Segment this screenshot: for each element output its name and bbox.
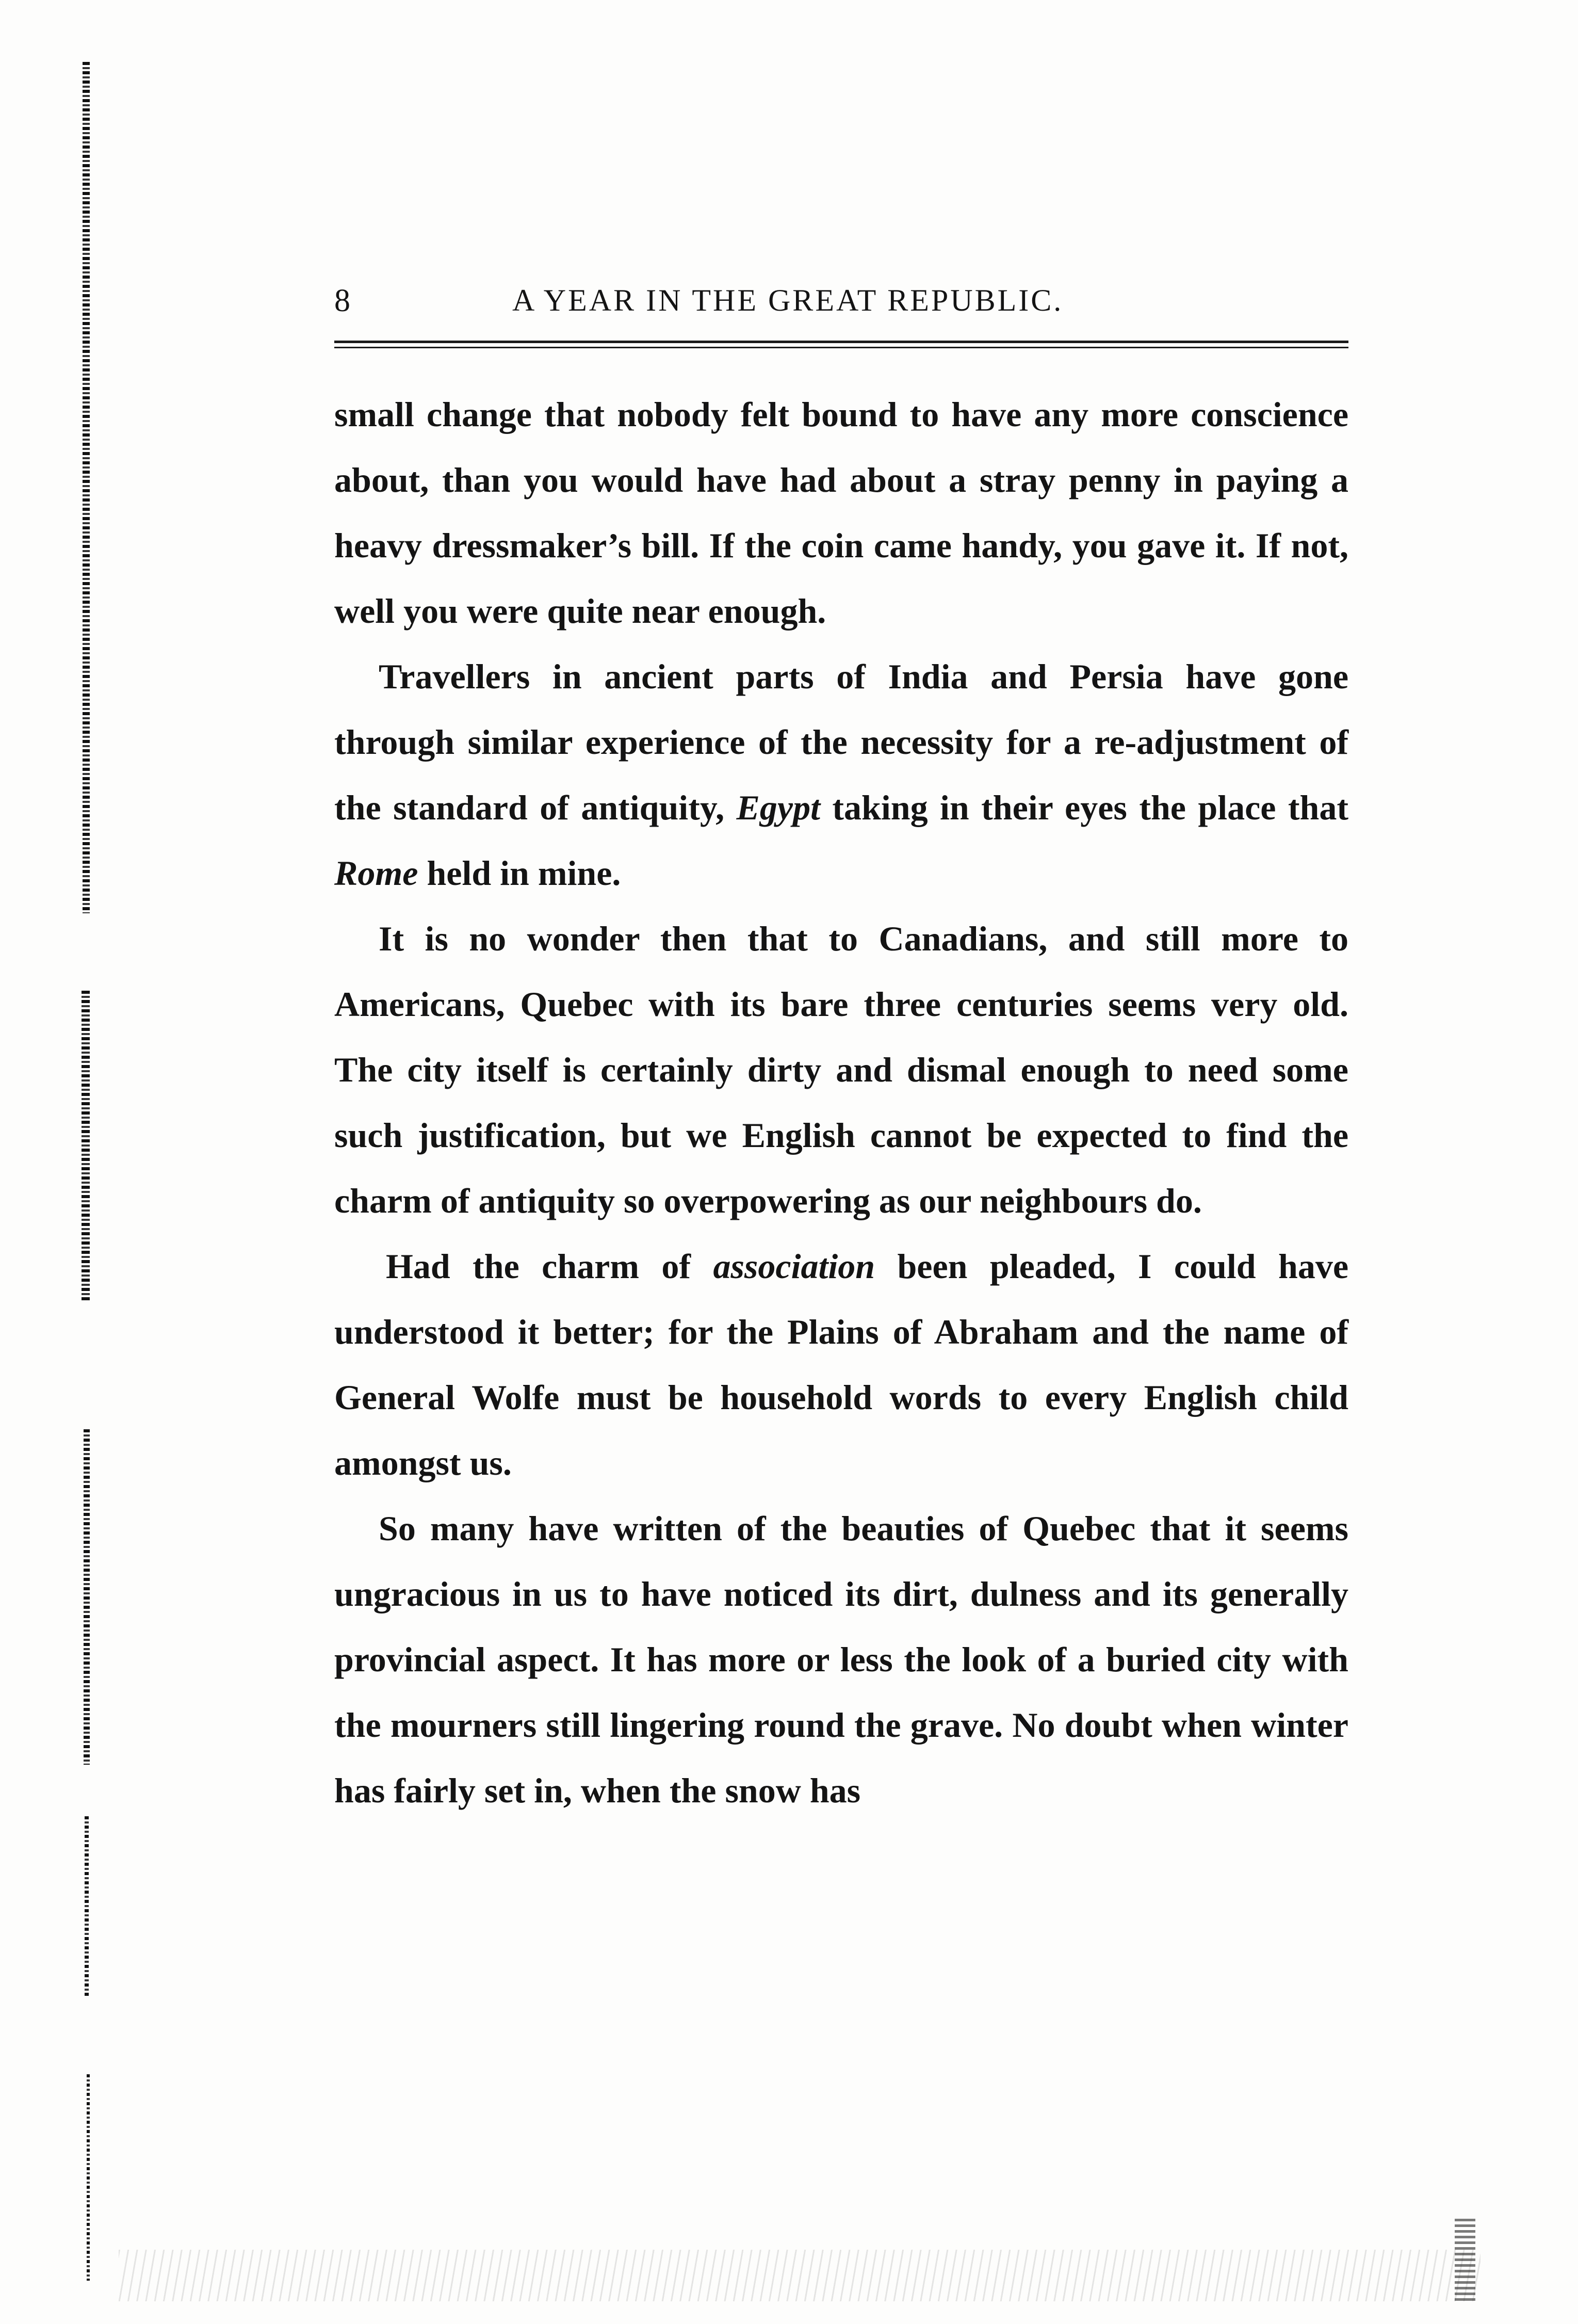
paragraph <box>334 906 1348 1234</box>
italic-text: Rome <box>334 853 418 893</box>
paragraph <box>334 382 1348 644</box>
paragraph <box>334 644 1348 906</box>
page-number: 8 <box>334 283 351 318</box>
scan-binding-edge <box>77 62 98 2281</box>
scan-bottom-noise <box>119 2250 1481 2301</box>
header-rule <box>334 341 1348 343</box>
running-title: A YEAR IN THE GREAT REPUBLIC. <box>512 283 1064 317</box>
text-run: been pleaded, I could have understood it better; for the Plains of Abraham and the name of General Wolfe must be household words to every English child amongst us. <box>334 1247 1349 1482</box>
text-run: So many have written of the beauties of Quebec that it seems ungracious in us to have noticed its dirt, dulness and its generally provincial aspect. It has more or less the look of a buried city with the mourners still lingering round the grave. No doubt when winter has fairly set in, when the snow has <box>334 1509 1348 1810</box>
scan-right-edge <box>1455 2219 1475 2301</box>
body-text <box>334 382 1348 1823</box>
text-run: It is no wonder then that to Canadians, and still more to Americans, Quebec with its bare three centuries seems very old. The city itself is certainly dirty and dismal enough to need some such justification, but we English cannot be expected to find the charm of antiquity so overpowering as our neighbours do. <box>334 919 1348 1220</box>
text-run: small change that nobody felt bound to have any more conscience about, than you would have had about a stray penny in paying a heavy dressmaker’s bill. If the coin came handy, you gave it. If not, well you were quite near enough. <box>334 395 1348 631</box>
text-run: taking in their eyes the place that <box>820 788 1348 827</box>
text-run: Had the charm of <box>386 1247 713 1286</box>
header-rule-thin <box>334 347 1348 348</box>
paragraph <box>334 1234 1348 1496</box>
text-run: Travellers in ancient parts of India and Persia have gone through similar experience of the necessity for a re-adjustment of the standard of antiquity, <box>334 657 1348 827</box>
text-run: held in mine. <box>418 853 621 893</box>
running-head <box>334 283 1348 324</box>
italic-text: association <box>713 1247 875 1286</box>
paragraph <box>334 1496 1348 1823</box>
italic-text: Egypt <box>736 788 820 827</box>
